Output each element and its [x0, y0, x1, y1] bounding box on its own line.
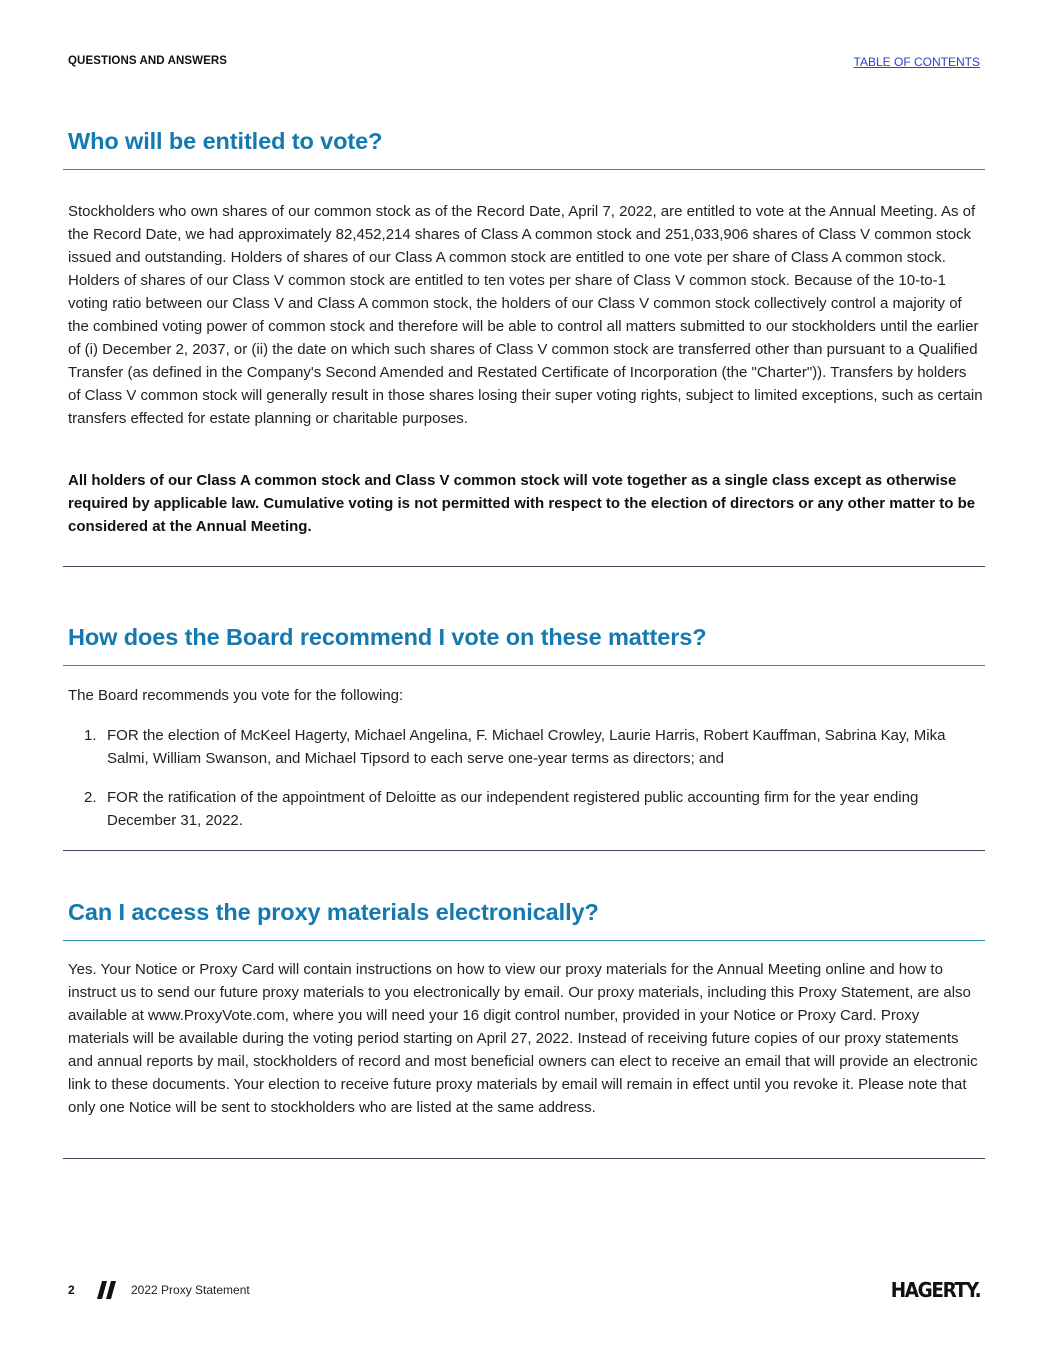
list-item-text: FOR the election of McKeel Hagerty, Michael Angelina, F. Michael Crowley, Laurie Harris, Robert Kauffman, Sabrina Kay, Mika Salmi, William Swanson, and Michael Tipsord to each serve one-year terms as directors; and [107, 727, 946, 767]
heading-divider [63, 940, 985, 941]
list-item [68, 786, 983, 832]
heading-divider [63, 665, 985, 666]
question-heading-entitled-to-vote: Who will be entitled to vote? [68, 128, 383, 154]
hagerty-logo: HAGERTY. [890, 1278, 980, 1302]
list-item-text: FOR the ratification of the appointment of Deloitte as our independent registered public accounting firm for the year ending December 31, 2022. [107, 789, 919, 829]
list-item-number: 1. [84, 727, 97, 744]
section-divider [63, 566, 985, 567]
document-title: 2022 Proxy Statement [131, 1283, 250, 1297]
electronic-access-paragraph: Yes. Your Notice or Proxy Card will contain instructions on how to view our proxy materials for the Annual Meeting online and how to instruct us to send our future proxy materials to you electronically by email. Our proxy materials, including this Proxy Statement, are also available at www.ProxyVote.com, where you will need your 16 digit control number, provided in your Notice or Proxy Card. Proxy materials will be available during the voting period starting on April 27, 2022. Instead of receiving future copies of our proxy statements and annual reports by mail, stockholders of record and most beneficial owners can elect to receive an email that will provide an electronic link to these documents. Your election to receive future proxy materials by email will remain in effect until you revoke it. Please note that only one Notice will be sent to stockholders who are listed at the same address. [68, 961, 978, 1116]
recommendation-intro: The Board recommends you vote for the following: [68, 687, 404, 704]
recommendation-list [68, 724, 983, 848]
heading-divider [63, 169, 985, 170]
question-heading-electronic-access: Can I access the proxy materials electronically? [68, 899, 599, 925]
class-voting-notice: All holders of our Class A common stock and Class V common stock will vote together as a single class except as otherwise required by applicable law. Cumulative voting is not permitted with respect to the election of directors or any other matter to be considered at the Annual Meeting. [68, 472, 976, 535]
page-number: 2 [68, 1283, 75, 1297]
list-item-number: 2. [84, 789, 97, 806]
section-divider [63, 850, 985, 851]
question-heading-board-recommendation: How does the Board recommend I vote on these matters? [68, 624, 707, 650]
section-divider [63, 1158, 985, 1159]
table-of-contents-link[interactable]: TABLE OF CONTENTS [853, 55, 980, 69]
voting-eligibility-paragraph: Stockholders who own shares of our common stock as of the Record Date, April 7, 2022, are entitled to vote at the Annual Meeting. As of the Record Date, we had approximately 82,452,214 shares of Class A common stock and 251,033,906 shares of Class V common stock issued and outstanding. Holders of shares of our Class A common stock are entitled to one vote per share of Class A common stock. Holders of shares of our Class V common stock are entitled to ten votes per share of Class V common stock. Because of the 10-to-1 voting ratio between our Class V and Class A common stock, the holders of our Class V common stock collectively control a majority of the combined voting power of common stock and therefore will be able to control all matters submitted to our stockholders until the earlier of (i) December 2, 2037, or (ii) the date on which such shares of Class V common stock are transferred other than pursuant to a Qualified Transfer (as defined in the Company's Second Amended and Restated Certificate of Incorporation (the "Charter")). Transfers by holders of Class V common stock will generally result in those shares losing their super voting rights, subject to limited exceptions, such as certain transfers effected for estate planning or charitable purposes. [68, 203, 983, 427]
list-item [68, 724, 983, 770]
double-slash-icon [97, 1281, 119, 1299]
section-label: QUESTIONS AND ANSWERS [68, 55, 228, 67]
